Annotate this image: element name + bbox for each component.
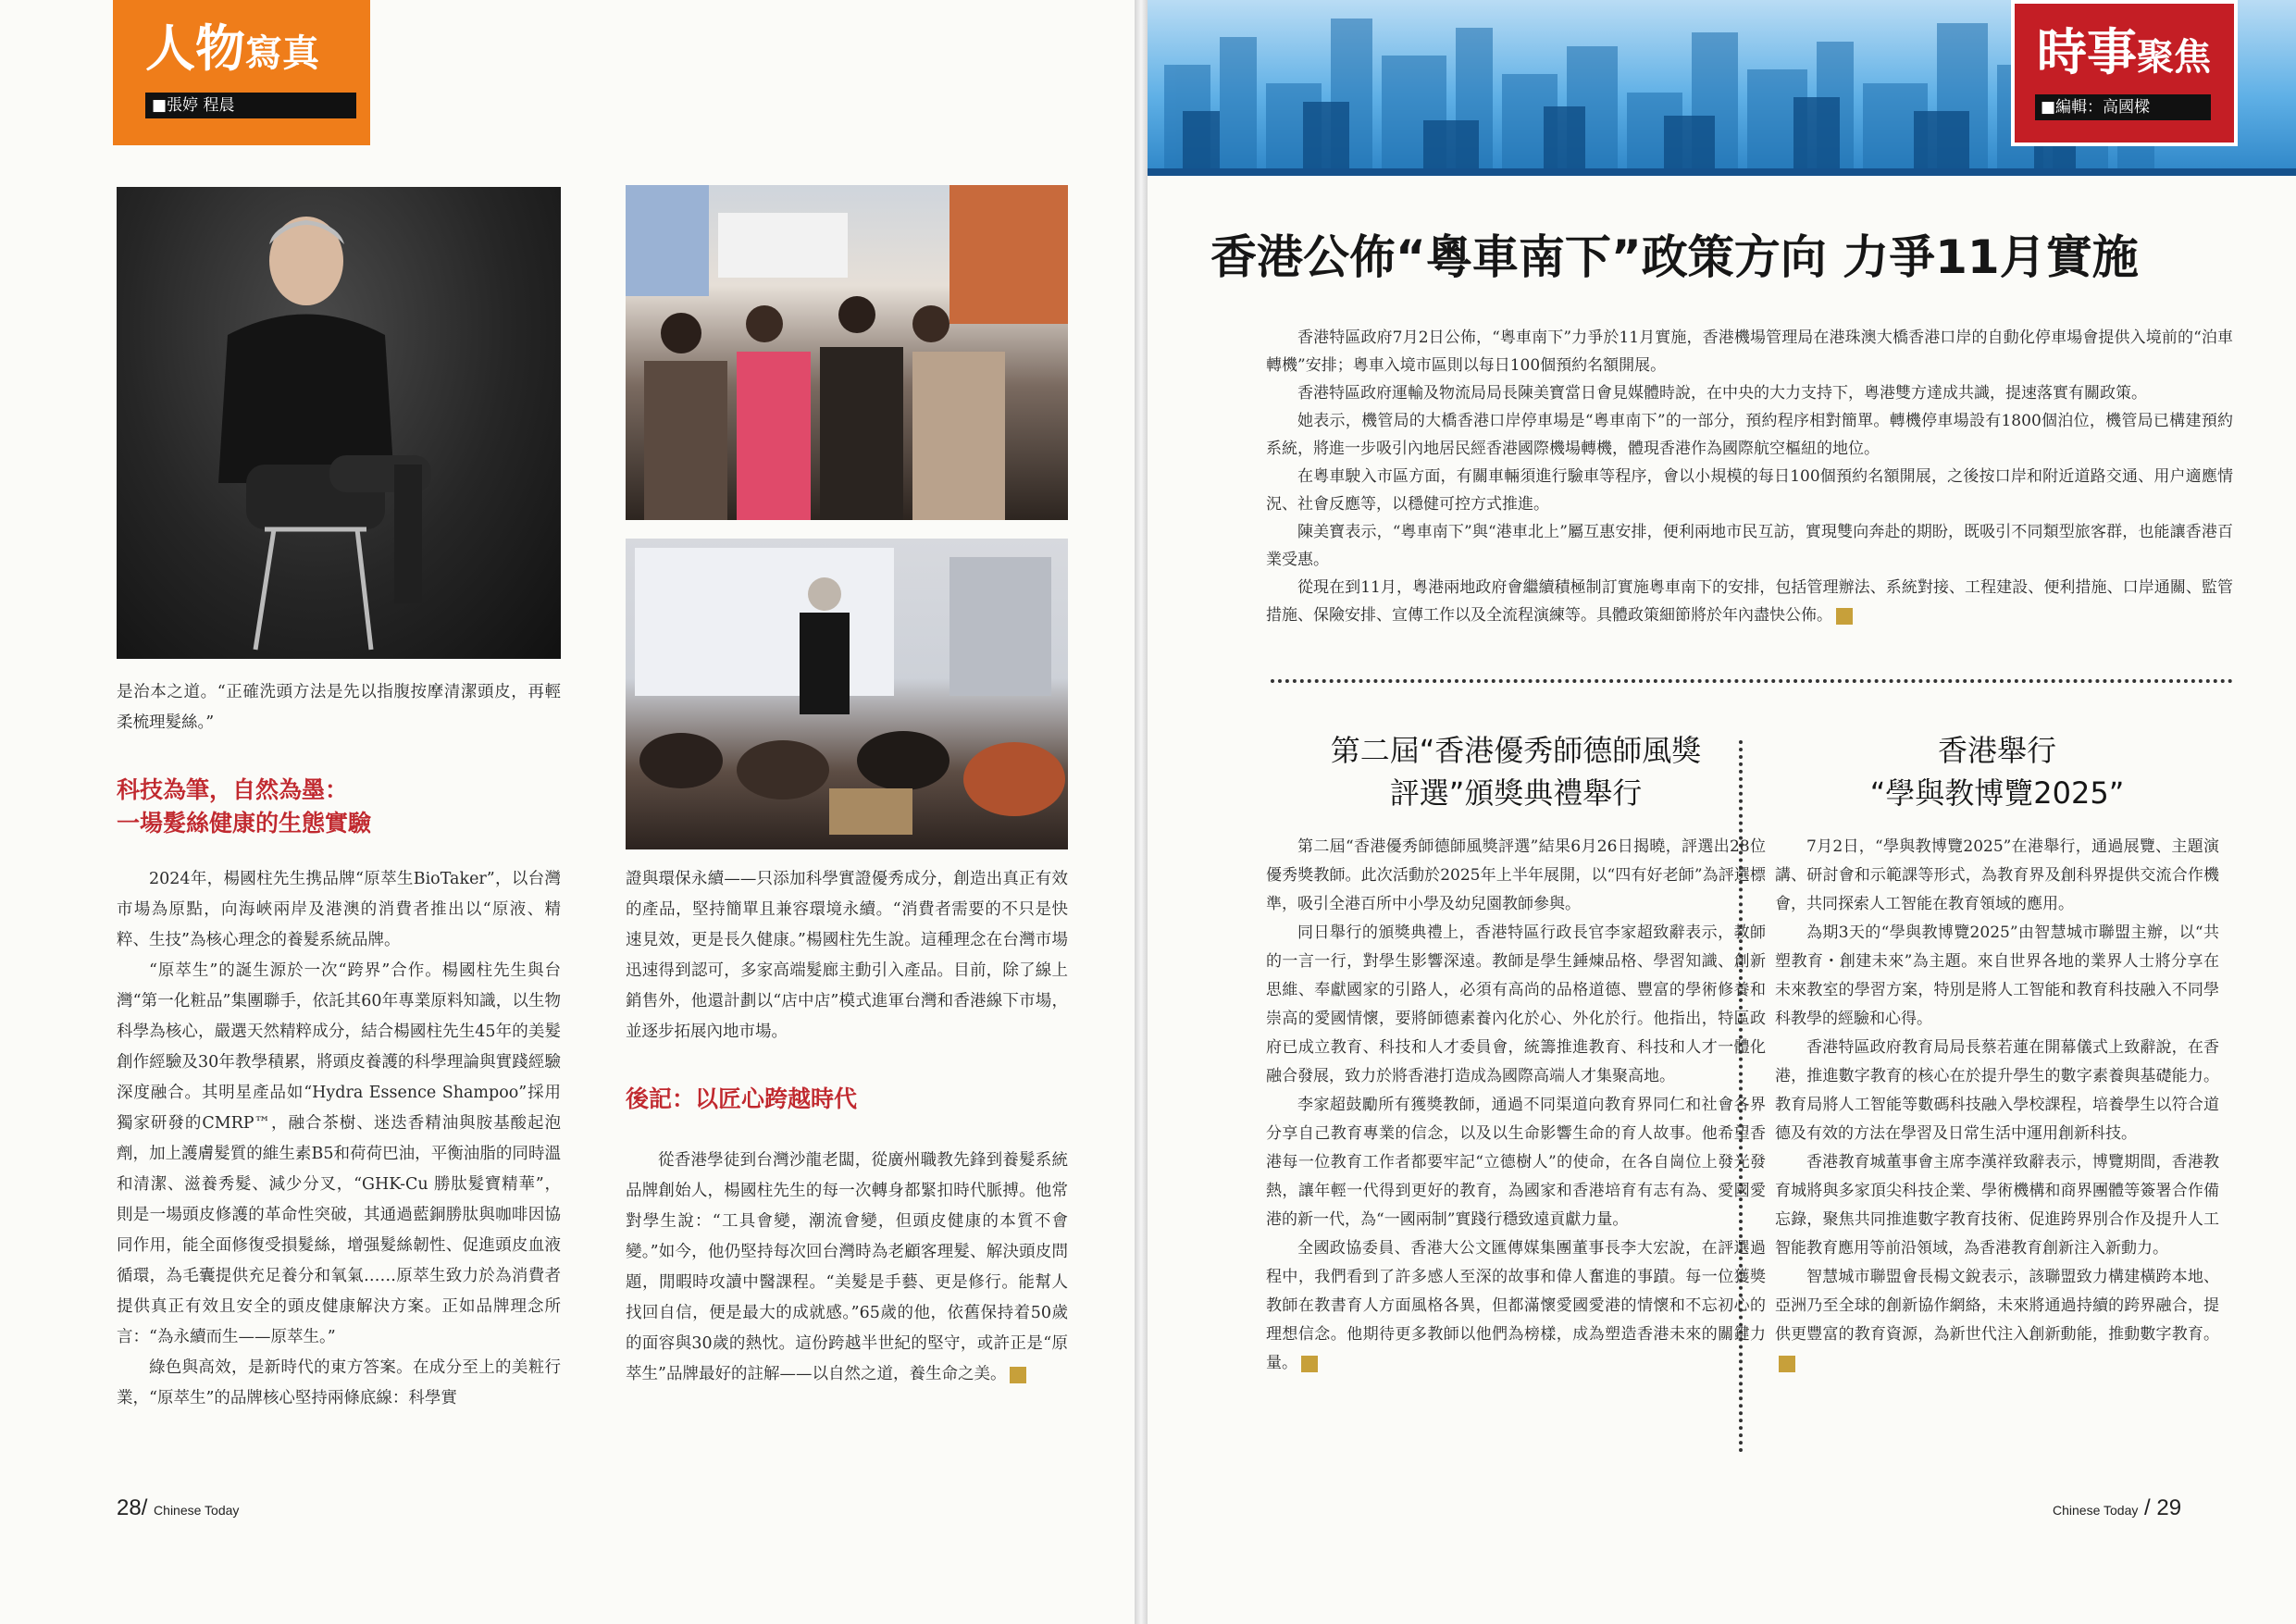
subhead-afterword: 後記：以匠心跨越時代	[626, 1085, 858, 1112]
group-photo	[626, 185, 1068, 520]
headline: 香港公佈“粵車南下”政策方向 力爭11月實施	[1210, 230, 2139, 284]
story3-body	[1775, 833, 2219, 1425]
story2-body	[1266, 833, 1766, 1462]
story3-title: 香港舉行 “學與教博覽2025”	[1869, 733, 2125, 811]
end-mark-icon	[1301, 1356, 1318, 1372]
author-line: ■張婷 程晨	[152, 96, 235, 115]
section-title-main: 人物	[145, 19, 245, 78]
paragraph: 香港特區政府運輸及物流局局長陳美寶當日會見媒體時說，在中央的大力支持下，粵港雙方達成共識，提速落實有關政策。	[1297, 384, 2147, 403]
seminar-photo	[626, 539, 1068, 849]
section-title-sub: 寫真	[245, 31, 319, 75]
paragraph: 在粵車駛入市區方面，有關車輛須進行驗車等程序，會以小規模的每日100個預約名額開展，之後按口岸和附近道路交通、用户適應情況、社會反應等，以穩健可控方式推進。	[1266, 467, 2233, 514]
paragraph: 陳美寶表示，“粵車南下”與“港車北上”屬互惠安排，便利兩地市民互訪，實現雙向奔赴的期盼，既吸引不同類型旅客群，也能讓香港百業受惠。	[1266, 523, 2233, 569]
paragraph: 智慧城市聯盟會長楊文銳表示，該聯盟致力構建橫跨本地、亞洲乃至全球的創新協作網絡，未來將通過持續的跨界融合，提供更豐富的教育資源，為新世代注入創新動能，推動數字教育。	[1775, 1263, 2219, 1378]
paragraph: “原萃生”的誕生源於一次“跨界”合作。楊國柱先生與台灣“第一化粧品”集團聯手，依託其60年專業原料知識，以生物科學為核心，嚴選天然精粹成分，結合楊國柱先生45年的美髮創作經驗及30年教學積累，將頭皮養護的科學理論與實踐經驗深度融合。其明星產品如“Hydra Essence Shampoo”採用獨家研發的CMRP™，融合茶樹、迷迭香精油與胺基酸起泡劑，加上護膚髮質的維生素B5和荷荷巴油，平衡油脂的同時溫和清潔、滋養秀髮、減少分叉，“GHK-Cu 勝肽髮寶精華”，則是一場頭皮修護的革命性突破，其通過藍銅勝肽與咖啡因協同作用，能全面修復受損髮絲，增强髮絲韌性、促進頭皮血液循環，為毛囊提供充足養分和氧氣……原萃生致力於為消費者提供真正有效且安全的頭皮健康解決方案。正如品牌理念所言：“為永續而生——原萃生。”	[117, 961, 561, 1346]
page-number: 29	[2156, 1495, 2182, 1520]
section-title-sub: 聚焦	[2137, 35, 2211, 79]
section-title-main: 時事	[2037, 22, 2137, 81]
end-mark-icon	[1836, 608, 1853, 625]
paragraph: 綠色與高效，是新時代的東方答案。在成分至上的美粧行業，“原萃生”的品牌核心堅持兩條底線：科學實	[117, 1358, 561, 1407]
story2-title: 第二屆“香港優秀師德師風獎 評選”頒獎典禮舉行	[1330, 733, 1702, 811]
left-folio: 28/ Chinese Today	[117, 1495, 240, 1520]
left-page	[0, 0, 1136, 1624]
paragraph: 從現在到11月，粵港兩地政府會繼續積極制訂實施粵車南下的安排，包括管理辦法、系統對接、工程建設、便利措施、口岸通關、監管措施、保險安排、宣傳工作以及全流程演練等。具體政策細節將於年內盡快公佈。	[1266, 578, 2233, 625]
editor-line: ■編輯：高國樑	[2041, 98, 2151, 117]
left-column-2b	[626, 1146, 1068, 1451]
paragraph: 為期3天的“學與教博覽2025”由智慧城市聯盟主辦，以“共塑教育・創建未來”為主題。來自世界各地的業界人士將分享在未來教室的學習方案，特別是將人工智能和教育科技融入不同學科教學的經驗和心得。	[1775, 924, 2219, 1028]
paragraph: 香港特區政府7月2日公佈，“粵車南下”力爭於11月實施，香港機場管理局在港珠澳大橋香港口岸的自動化停車場會提供入境前的“泊車轉機”安排；粵車入境市區則以每日100個預約名額開展。	[1266, 329, 2233, 375]
paragraph: 2024年，楊國柱先生携品牌“原萃生BioTaker”，以台灣市場為原點，向海峽兩岸及港澳的消費者推出以“原液、精粹、生技”為核心理念的養髮系統品牌。	[117, 870, 561, 949]
end-mark-icon	[1010, 1367, 1026, 1383]
paragraph: 第二屆“香港優秀師德師風獎評選”結果6月26日揭曉，評選出28位優秀獎教師。此次活動於2025年上半年展開，以“四有好老師”為評選標準，吸引全港百所中小學及幼兒園教師參與。	[1266, 837, 1766, 913]
column-divider	[1739, 740, 1743, 1453]
magazine-name: Chinese Today	[154, 1503, 240, 1518]
intro-paragraph: 是治本之道。“正確洗頭方法是先以指腹按摩清潔頭皮，再輕柔梳理髮絲。”	[117, 683, 561, 732]
paragraph: 李家超鼓勵所有獲獎教師，通過不同渠道向教育界同仁和社會各界分享自己教育專業的信念，以及以生命影響生命的育人故事。他希望香港每一位教育工作者都要牢記“立德樹人”的使命，在各自崗位上發光發熱，讓年輕一代得到更好的教育，為國家和香港培育有志有為、愛國愛港的新一代，為“一國兩制”實踐行穩致遠貢獻力量。	[1266, 1096, 1766, 1229]
paragraph: 香港教育城董事會主席李漢祥致辭表示，博覽期間，香港教育城將與多家頂尖科技企業、學術機構和商界團體等簽署合作備忘錄，聚焦共同推進數字教育技術、促進跨界別合作及提升人工智能教育應用等前沿領域，為香港教育創新注入新動力。	[1775, 1153, 2219, 1258]
page-number: 28	[117, 1495, 142, 1520]
lead-article	[1266, 324, 2233, 629]
paragraph: 證與環保永續——只添加科學實證優秀成分，創造出真正有效的產品，堅持簡單且兼容環境永續。“消費者需要的不只是快速見效，更是長久健康。”楊國柱先生說。這種理念在台灣市場迅速得到認可，多家高端髮廊主動引入產品。目前，除了線上銷售外，他還計劃以“店中店”模式進軍台灣和香港線下市場，並逐步拓展內地市場。	[626, 870, 1068, 1041]
magazine-name: Chinese Today	[2053, 1503, 2139, 1518]
portrait-photo	[117, 187, 561, 659]
paragraph: 從香港學徒到台灣沙龍老闆，從廣州職教先鋒到養髮系統品牌創始人，楊國柱先生的每一次轉身都緊扣時代脈搏。他常對學生說：“工具會變，潮流會變，但頭皮健康的本質不會變。”如今，他仍堅持每次回台灣時為老顧客理髮、解決頭皮問題，閒暇時攻讀中醫課程。“美髮是手藝、更是修行。能幫人找回自信，便是最大的成就感。”65歲的他，依舊保持着50歲的面容與30歲的熱忱。這份跨越半世紀的堅守，或許正是“原萃生”品牌最好的註解——以自然之道，養生命之美。	[626, 1151, 1068, 1383]
section-badge-news	[2011, 0, 2238, 146]
left-column-2	[626, 864, 1068, 1049]
paragraph: 7月2日，“學與教博覽2025”在港舉行，通過展覽、主題演講、研討會和示範課等形式，為教育界及創科界提供交流合作機會，共同探索人工智能在教育領域的應用。	[1775, 837, 2219, 913]
right-page	[1146, 0, 2296, 1624]
left-column-1	[117, 864, 561, 1457]
paragraph: 全國政協委員、香港大公文匯傳媒集團董事長李大宏說，在評選過程中，我們看到了許多感人至深的故事和偉人奮進的事蹟。每一位獲獎教師在教書育人方面風格各異，但都滿懷愛國愛港的情懷和不忘初心的理想信念。他期待更多教師以他們為榜樣，成為塑造香港未來的關鍵力量。	[1266, 1239, 1766, 1372]
subhead-tech-line2: 一場髮絲健康的生態實驗	[117, 810, 372, 837]
paragraph: 香港特區政府教育局局長蔡若蓮在開幕儀式上致辭說，在香港，推進數字教育的核心在於提升學生的數字素養與基礎能力。教育局將人工智能等數碼科技融入學校課程，培養學生以符合道德及有效的方法在學習及日常生活中運用創新科技。	[1775, 1038, 2219, 1143]
end-mark-icon	[1779, 1356, 1795, 1372]
paragraph: 她表示，機管局的大橋香港口岸停車場是“粵車南下”的一部分，預約程序相對簡單。轉機停車場設有1800個泊位，機管局已構建預約系統，將進一步吸引內地居民經香港國際機場轉機，體現香港作為國際航空樞紐的地位。	[1266, 412, 2233, 458]
right-folio: Chinese Today / 29	[2053, 1495, 2182, 1520]
spine-gutter	[1135, 0, 1148, 1624]
paragraph: 同日舉行的頒獎典禮上，香港特區行政長官李家超致辭表示，教師的一言一行，對學生影響深遠。教師是學生錘煉品格、學習知識、創新思維、奉獻國家的引路人，必須有高尚的品格道德、豐富的學術修養和崇高的愛國情懷，要將師德素養內化於心、外化於行。他指出，特區政府已成立教育、科技和人才委員會，統籌推進教育、科技和人才一體化融合發展，致力於將香港打造成為國際高端人才集聚高地。	[1266, 924, 1766, 1085]
subhead-tech: 科技為筆，自然為墨：	[117, 776, 349, 803]
section-divider	[1271, 679, 2233, 683]
section-badge-people	[113, 0, 370, 145]
